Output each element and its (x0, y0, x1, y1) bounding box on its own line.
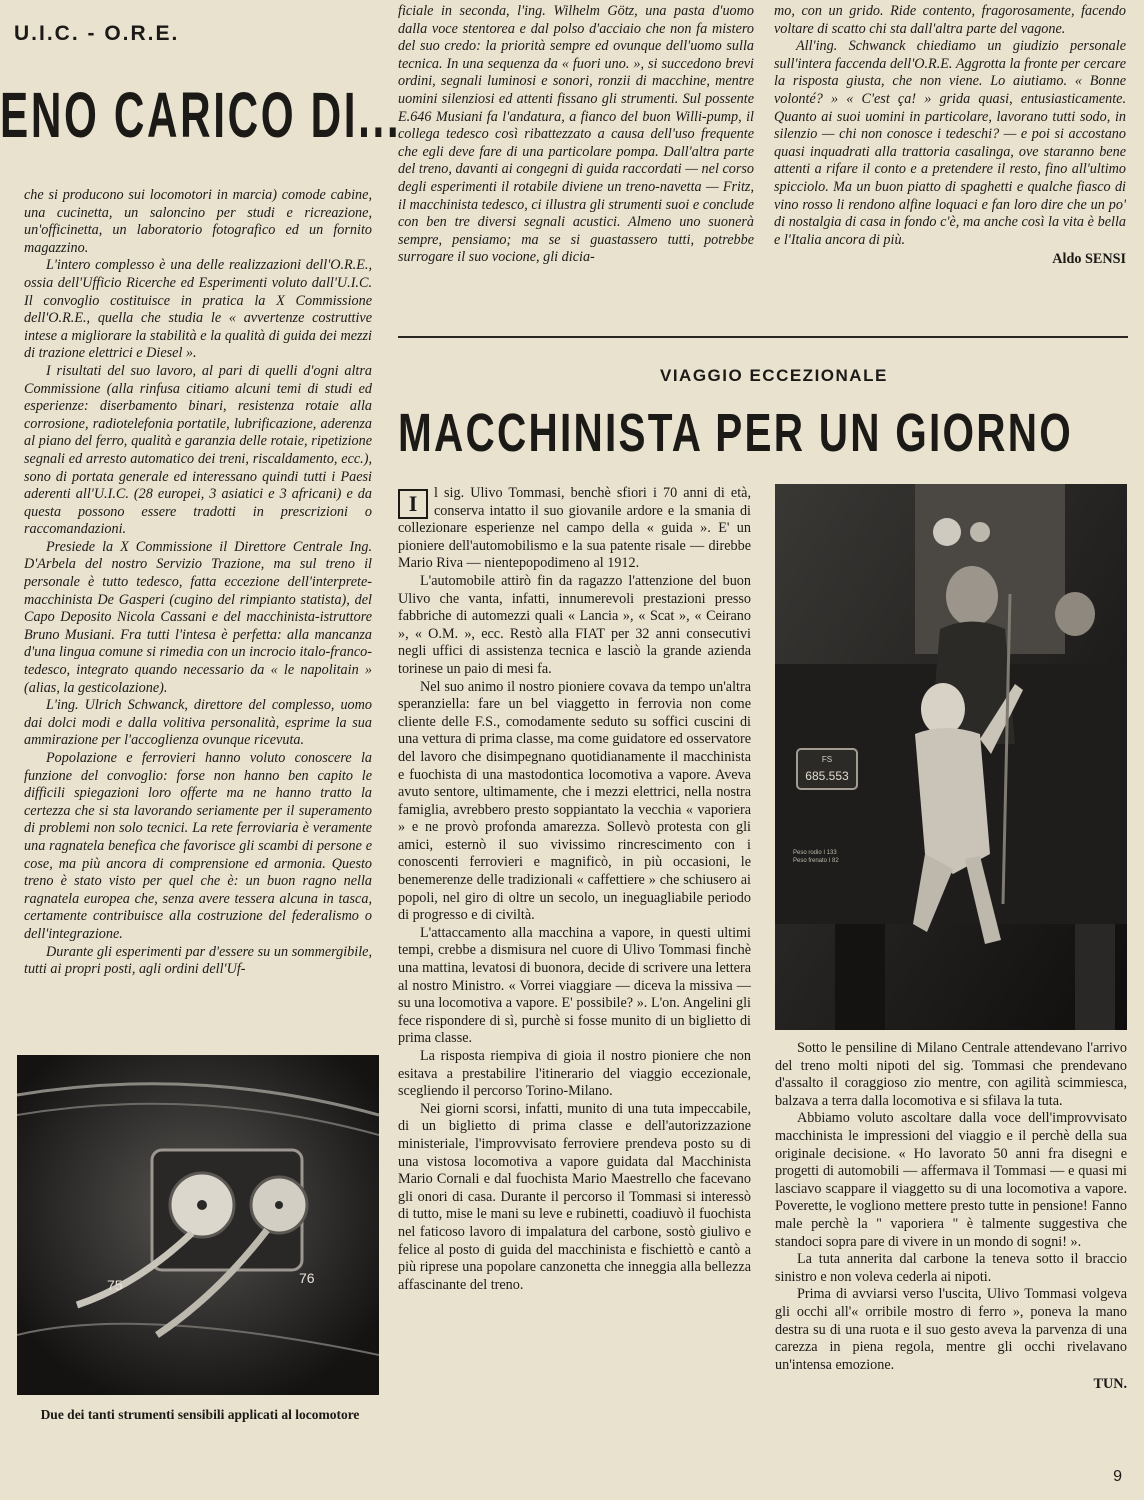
paragraph: La tuta annerita dal carbone la teneva sotto il braccio sinistro e non voleva cederla ai nipoti. (775, 1251, 1127, 1285)
drop-cap: I (398, 489, 428, 519)
locomotive-illustration (775, 484, 1127, 1030)
plate-text: Peso frenato I 82 (793, 858, 839, 864)
paragraph: L'intero complesso è una delle realizzazioni dell'O.R.E., ossia dell'Ufficio Ricerche ed Esperimenti voluto dall'U.I.C. Il convoglio costituisce in pratica la X Commissione dell'O.R.E., quella che studia le « avvertenze costruttive intese a migliorare la stabilità e la qualità di guida dei mezzi di trazione elettrici e Diesel ». (24, 257, 372, 362)
paragraph: Prima di avviarsi verso l'uscita, Ulivo Tommasi volgeva gli occhi all'« orribile mostro di ferro », poneva la mano destra su di una ruota e il suo gesto aveva la parvenza di una carezza in piena regola, mentre gli occhi rivelavano un'intensa emozione. (775, 1286, 1127, 1373)
photo-caption: Due dei tanti strumenti sensibili applicati al locomotore (40, 1407, 360, 1422)
paragraph: Nel suo animo il nostro pioniere covava da tempo un'altra speranziella: fare un bel viaggetto in ferrovia non come cliente delle F.S., comodamente seduto su soffici cuscini di una vettura di prima classe, ma come guidatore ed osservatore del lavoro che disimpegnano quotidianamente il macchinista e fuochista di una mastodontica locomotiva a vapore. Aveva avuto sentore, ultimamente, che i mezzi elettrici, nella nostra famiglia, avrebbero presto soppiantato la vecchia « vaporiera » e ne provò profonda amarezza. Sollevò protesta con gli amici, esternò il suo vivissimo rincrescimento con i conoscenti ferrovieri e magnificò, in più occasioni, le benemerenze delle tradizionali « caffettiere » che schiusero ai popoli, nel giro di oltre un secolo, un ineguagliabile periodo di progresso e di civiltà. (398, 678, 751, 924)
paragraph: mo, con un grido. Ride contento, fragorosamente, facendo voltare di scatto chi sta dall'altra parte del vagone. (774, 3, 1126, 37)
headline-fragment: ENO CARICO DI... (0, 79, 402, 151)
instrument-label: 75 (107, 1277, 123, 1293)
paragraph: Nei giorni scorsi, infatti, munito di una tuta impeccabile, di un biglietto di prima classe e dell'autorizzazione ministeriale, l'improvvisato ferroviere prendeva posto su di una vistosa locomotiva a vapore guidata dal Macchinista Mario Cornali e dal fuochista Mario Maestrello che facevano gli onori di casa. Durante il percorso il Tommasi si interessò di tutto, mise le mani su leve e rubinetti, coadiuvò il fuochista nel faticoso lavoro di impalatura del carbone, sostò giulivo e felice al posto di guida del macchinista e fischiettò e cantò a più riprese una popolare canzonetta che inneggia alla bellezza affascinante del treno. (398, 1100, 751, 1293)
signature: Aldo SENSI (1052, 251, 1126, 268)
plate-number: 685.553 (805, 769, 849, 783)
article-column-b (775, 1040, 1127, 1440)
paragraph: Sotto le pensiline di Milano Centrale attendevano l'arrivo del treno molti nipoti del sig. Tommasi che prendevano d'assalto il coraggioso zio mentre, con agilità scimmiesca, balzava a terra dalla locomotiva e si sfilava la tuta. (775, 1040, 1127, 1109)
plate-text: Peso rodio I 133 (793, 850, 837, 856)
instrument-label: 76 (299, 1270, 315, 1286)
article-lead: I l sig. Ulivo Tommasi, benchè sfiori i 70 anni di età, conserva intatto il suo giovanile ardore e la smania di collezionare esperienze nel campo della « guida ». E' un pioniere dell'automobilismo e la sua patente risale — direbbe Mario Riva — nientepopodimeno al 1912. (398, 485, 751, 572)
signature: TUN. (1093, 1376, 1127, 1393)
paragraph: All'ing. Schwanck chiediamo un giudizio personale sull'intera faccenda dell'O.R.E. Aggrotta la fronte per cercare la risposta giusta, che non viene. Lo aiutiamo. « Bonne volonté? » « C'est ça! » grida quasi, entusiasticamente. Quanto ai suoi uomini in particolare, lavorano tutti sodo, in silenzio — chi non conosce i tedeschi? — e poi si accostano quasi inquadrati alla trattoria casalinga, ove staranno bene attenti a rifare il conto e a pretendere il resto, fino all'ultimo spicciolo. Ma un buon piatto di spaghetti e qualche fiasco di vino rosso li rendono alfine loquaci e fan loro dire che un po' di nostalgia di casa in fondo c'è, ma anche così la vita è bella e l'Italia ancora di più. (774, 38, 1126, 248)
paragraph: che si producono sui locomotori in marcia) comode cabine, una cucinetta, un saloncino per studi e ricreazione, un'officinetta, un laboratorio fotografico ed un fornito magazzino. (24, 187, 372, 256)
column-right-top (774, 3, 1126, 315)
section-label: U.I.C. - O.R.E. (14, 22, 180, 45)
article-title: MACCHINISTA PER UN GIORNO (398, 403, 1074, 463)
paragraph: La risposta riempiva di gioia il nostro pioniere che non esitava a prestabilire l'itinerario del viaggio eccezionale, scegliendo il percorso Torino-Milano. (398, 1048, 751, 1100)
paragraph: Popolazione e ferrovieri hanno voluto conoscere la funzione del convoglio: forse non hanno ben capito le difficili spiegazioni loro offerte ma ne hanno tratto la certezza che si sta lavorando seriamente per il superamento di problemi non solo tecnici. La rete ferroviaria è veramente una ragnatela benefica che favorisce gli scambi di persone e cose, ma più ancora di comprensione ed armonia. Questo treno è stato visto per quel che è: un buon ragno nella ragnatela europea che, senza avere tessera alcuna in tasca, certamente contribuisce alla costruzione del federalismo o dell'integrazione. (24, 750, 372, 942)
column-middle-top (398, 3, 754, 303)
column-left (24, 187, 372, 1042)
page-number: 9 (1113, 1468, 1122, 1485)
instruments-illustration (17, 1055, 379, 1395)
article-kicker: VIAGGIO ECCEZIONALE (660, 366, 888, 385)
plate-prefix: FS (821, 755, 833, 764)
paragraph: Durante gli esperimenti par d'essere su un sommergibile, tutti ai propri posti, agli ordini dell'Uf- (24, 943, 372, 978)
paragraph: ficiale in seconda, l'ing. Wilhelm Götz, una pasta d'uomo dalla voce stentorea e dal polso d'acciaio che non fa mistero del suo credo: la priorità sempre ed ovunque dell'uomo sulla tecnica. In una sequenza da « fuori uno. », si succedono brevi ordini, segnali luminosi e sonori, ronzii di macchine, mentre uomini silenziosi ed attenti fissano gli strumenti. Sul possente E.646 Musiani fa l'andatura, a fianco del buon Willi-pump, il collega tedesco così ribattezzato a causa dell'uso frequente che egli deve fare di una particolare pompa. Dall'altra parte del treno, davanti ai congegni di guida raccordati — nel corso degli esperimenti il rotabile diviene un treno-navetta — Fritz, il macchinista tedesco, ci illustra gli strumenti suoi e conclude con ben tre diversi segnali acustici. Almeno uno suonerà sempre, pensiamo; ma se si guastassero tutti, potrebbe surrogare il suo vocione, gli dicia- (398, 3, 754, 266)
paragraph: L'attaccamento alla macchina a vapore, in questi ultimi tempi, crebbe a dismisura nel cuore di Ulivo Tommasi finchè una mattina, levatosi di buonora, decide di scrivere una lettera al nostro Ministro. « Vorrei viaggiare — diceva la missiva — su una locomotiva a vapore. E' possibile? ». L'on. Angelini gli fece rispondere di sì, purchè si fosse munito di un biglietto di prima classe. (398, 924, 751, 1047)
article-column-a (398, 485, 751, 1445)
instruments-photo (17, 1055, 379, 1395)
paragraph: Presiede la X Commissione il Direttore Centrale Ing. D'Arbela del nostro Servizio Trazione, ma sul treno il personale è tutto tedesco, fatta eccezione dell'interprete-macchinista De Gasperi (cugino del rimpianto statista), del Capo Deposito Nicola Cassani e del macchinista-istruttore Bruno Musiani. Fra tutti l'intesa è perfetta: alla mancanza d'una lingua comune si rimedia con un incrocio italo-franco-tedesco, integrato quando necessario da « le napolitain » (alias, la gesticolazione). (24, 538, 372, 696)
locomotive-photo (775, 484, 1127, 1030)
paragraph: L'automobile attirò fin da ragazzo l'attenzione del buon Ulivo che vanta, infatti, innumerevoli prestazioni presso fabbriche di automezzi quali « Lancia », « Scat », « Ceirano », « O.M. », ecc. Restò alla FIAT per 32 anni consecutivi negli uffici di assistenza tecnica e lasciò la grande azienda torinese un paio di mesi fa. (398, 572, 751, 677)
paragraph: I risultati del suo lavoro, al pari di quelli d'ogni altra Commissione (alla rinfusa citiamo alcuni temi di studi ed esperienze: diserbamento binari, resistenza rotaie alla corrosione, radiotelefonia portatile, lubrificazione, aderenza al piano del ferro, qualità e garanzia delle rotaie, ripetizione segnali ed arresto automatico dei treni, riscaldamento, ecc.), sono di portata generale ed interessano quindi tutti i Paesi aderenti all'U.I.C. (28 europei, 3 asiatici e 3 africani) e da questa possono essere tradotti in prescrizioni o raccomandazioni. (24, 362, 372, 538)
section-divider (398, 336, 1128, 338)
paragraph: Abbiamo voluto ascoltare dalla voce dell'improvvisato macchinista le impressioni del viaggio e il perchè della sua originale decisione. « Ho lavorato 50 anni fra disegni e progetti di automobili — affermava il Tommasi — e quasi mi lasciavo scappare il viaggetto su di una locomotiva a vapore. Poverette, le vogliono mettere presto tutte in pensione! Fanno male perchè la " vaporiera " è talmente suggestiva che standoci sopra pare di vivere in un mondo di sogni! ». (775, 1110, 1127, 1250)
paragraph: L'ing. Ulrich Schwanck, direttore del complesso, uomo dai dolci modi e dalla volitiva personalità, esprime la sua ammirazione per l'accoglienza ovunque ricevuta. (24, 697, 372, 749)
